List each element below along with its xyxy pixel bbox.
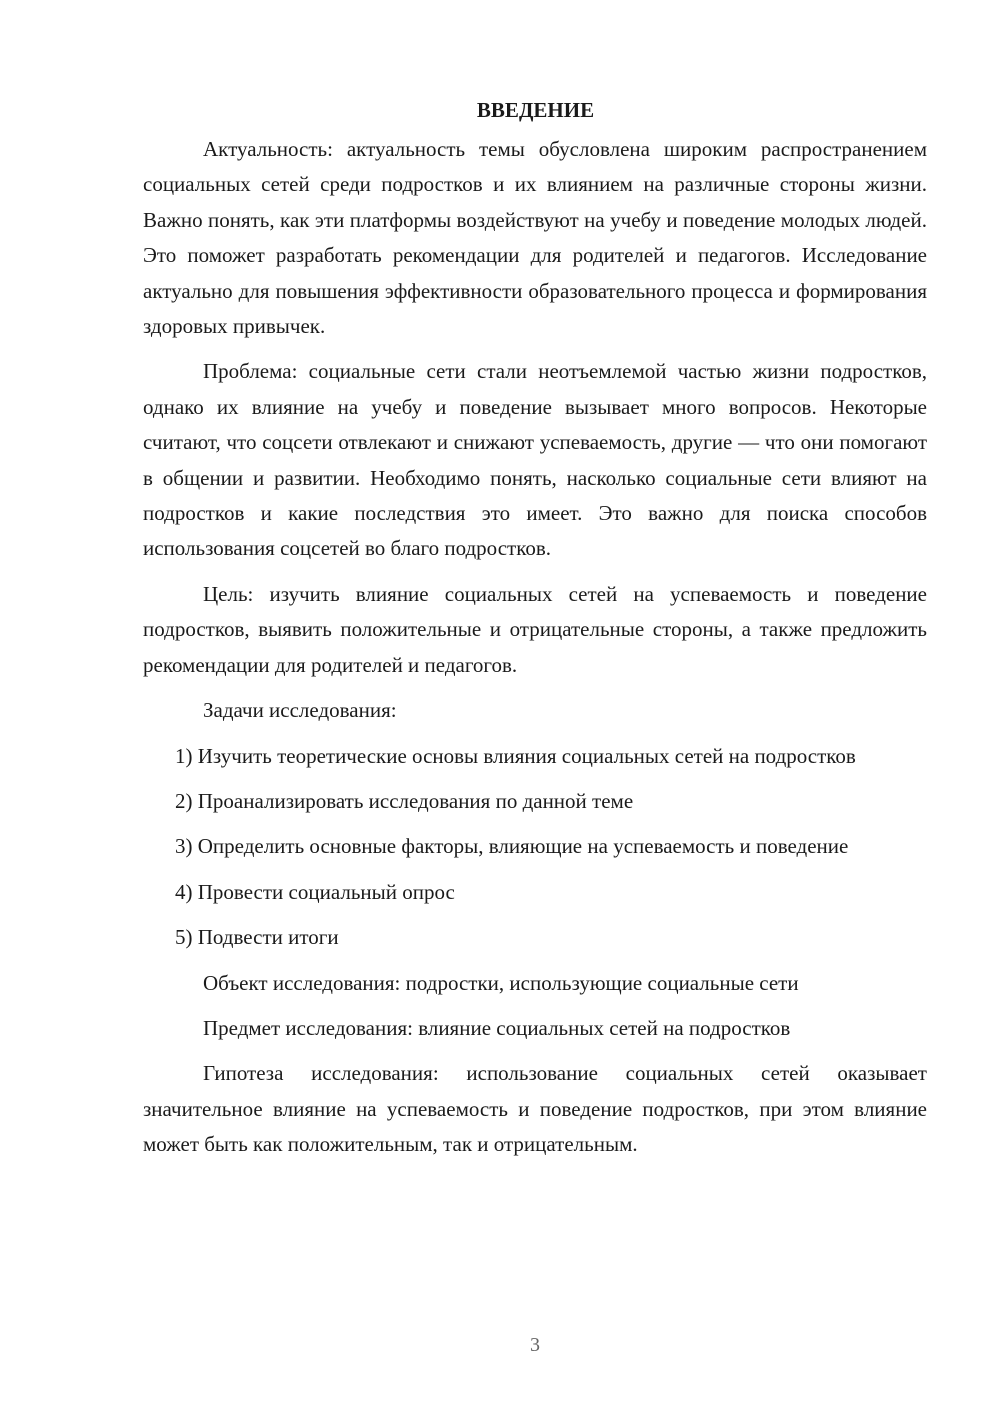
page-content — [143, 93, 927, 1173]
task-item-3: 3) Определить основные факторы, влияющие на успеваемость и поведение — [175, 834, 849, 859]
goal-paragraph: Цель: изучить влияние социальных сетей на успеваемость и поведение подростков, выявить положительные и отрицательные стороны, а также предложить рекомендации для родителей и педагогов. — [143, 581, 927, 677]
page-number: 3 — [530, 1334, 540, 1356]
problem-paragraph: Проблема: социальные сети стали неотъемлемой частью жизни подростков, однако их влияние на учебу и поведение вызывает много вопросов. Некоторые считают, что соцсети отвлекают и снижают успеваемость, другие — что они помогают в общении и развитии. Необходимо понять, насколько социальные сети влияют на подростков и какие последствия это имеет. Это важно для поиска способов использования соцсетей во благо подростков. — [143, 359, 927, 561]
hypothesis-paragraph: Гипотеза исследования: использование социальных сетей оказывает значительное влияние на успеваемость и поведение подростков, при этом влияние может быть как положительным, так и отрицательным. — [143, 1061, 927, 1157]
task-item-1: 1) Изучить теоретические основы влияния социальных сетей на подростков — [175, 743, 856, 768]
task-item-2: 2) Проанализировать исследования по данной теме — [175, 788, 634, 813]
object-paragraph: Объект исследования: подростки, использующие социальные сети — [203, 970, 799, 995]
task-item-5: 5) Подвести итоги — [175, 925, 339, 950]
task-item-4: 4) Провести социальный опрос — [175, 879, 455, 904]
subject-paragraph: Предмет исследования: влияние социальных сетей на подростков — [203, 1015, 791, 1040]
relevance-paragraph: Актуальность: актуальность темы обусловлена широким распространением социальных сетей среди подростков и их влиянием на различные стороны жизни. Важно понять, как эти платформы воздействуют на учебу и поведение молодых людей. Это поможет разработать рекомендации для родителей и педагогов. Исследование актуально для повышения эффективности образовательного процесса и формирования здоровых привычек. — [143, 137, 927, 339]
section-title: ВВЕДЕНИЕ — [476, 98, 595, 122]
tasks-heading: Задачи исследования: — [203, 698, 397, 723]
